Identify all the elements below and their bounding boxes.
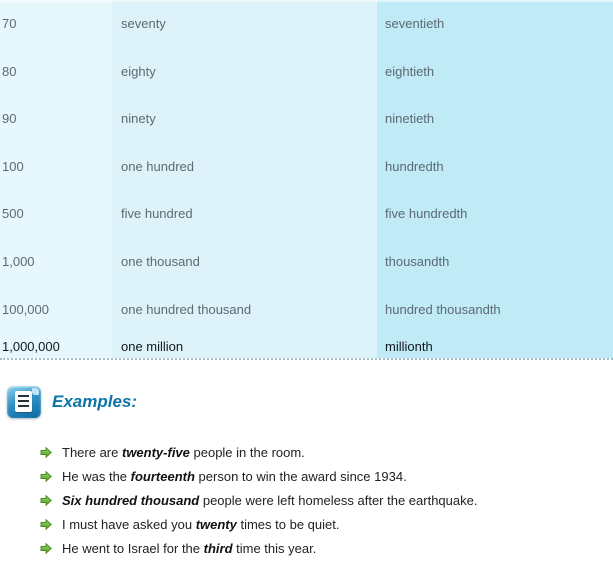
example-emphasis-text: twenty-five [121, 444, 190, 460]
ordinal-cell: hundred thousandth [385, 302, 501, 317]
example-text: times to be quiet. [236, 516, 340, 532]
example-text: time this year. [232, 540, 317, 556]
example-text: He went to Israel for the [62, 540, 204, 556]
example-text: person to win the award since 1934. [194, 468, 407, 484]
cardinal-cell: ninety [121, 111, 156, 126]
green-arrow-icon [40, 447, 52, 458]
numeral-cell: 70 [2, 16, 17, 31]
examples-header [7, 386, 137, 418]
example-item [40, 464, 605, 488]
numeral-cell: 100,000 [2, 302, 49, 317]
example-item [40, 440, 605, 464]
ordinal-cell: ninetieth [385, 111, 435, 126]
example-item [40, 536, 605, 560]
numeral-cell: 1,000,000 [2, 339, 60, 354]
green-arrow-icon [40, 471, 52, 482]
document-icon [7, 386, 41, 418]
ordinal-cell: hundredth [385, 159, 444, 174]
examples-list [40, 440, 605, 560]
document-icon-fold [32, 388, 39, 395]
cardinal-cell: one million [121, 339, 184, 354]
cardinal-cell: one thousand [121, 254, 200, 269]
ordinal-cell: five hundredth [385, 206, 468, 221]
table-row [0, 111, 613, 127]
example-emphasis-text: Six hundred thousand [62, 492, 200, 508]
table-top-edge [0, 0, 613, 2]
numeral-cell: 90 [2, 111, 17, 126]
green-arrow-icon [40, 519, 52, 530]
example-item [40, 488, 605, 512]
example-emphasis-text: third [203, 540, 233, 556]
example-text: He was the [62, 468, 131, 484]
table-row [0, 64, 613, 80]
cardinal-cell: five hundred [121, 206, 193, 221]
cardinal-cell: one hundred thousand [121, 302, 252, 317]
ordinal-cell: thousandth [385, 254, 450, 269]
numeral-cell: 100 [2, 159, 24, 174]
examples-title: Examples: [52, 392, 138, 411]
table-row [0, 254, 613, 270]
table-row [0, 206, 613, 222]
table-row [0, 16, 613, 32]
example-text: people were left homeless after the earthquake. [199, 492, 478, 508]
green-arrow-icon [40, 495, 52, 506]
cardinal-cell: seventy [121, 16, 166, 31]
cardinal-cell: one hundred [121, 159, 195, 174]
ordinal-cell: millionth [385, 339, 433, 354]
document-icon-sheet [15, 391, 32, 412]
example-text: people in the room. [189, 444, 305, 460]
table-row [0, 339, 613, 355]
example-text: I must have asked you [62, 516, 196, 532]
numeral-cell: 1,000 [2, 254, 35, 269]
example-emphasis-text: twenty [195, 516, 237, 532]
green-arrow-icon [40, 543, 52, 554]
table-row [0, 159, 613, 175]
numeral-cell: 80 [2, 64, 17, 79]
example-item [40, 512, 605, 536]
example-text: There are [62, 444, 122, 460]
example-emphasis-text: fourteenth [130, 468, 195, 484]
ordinal-cell: seventieth [385, 16, 445, 31]
numeral-cell: 500 [2, 206, 24, 221]
table-row [0, 302, 613, 318]
ordinal-cell: eightieth [385, 64, 435, 79]
cardinal-cell: eighty [121, 64, 156, 79]
